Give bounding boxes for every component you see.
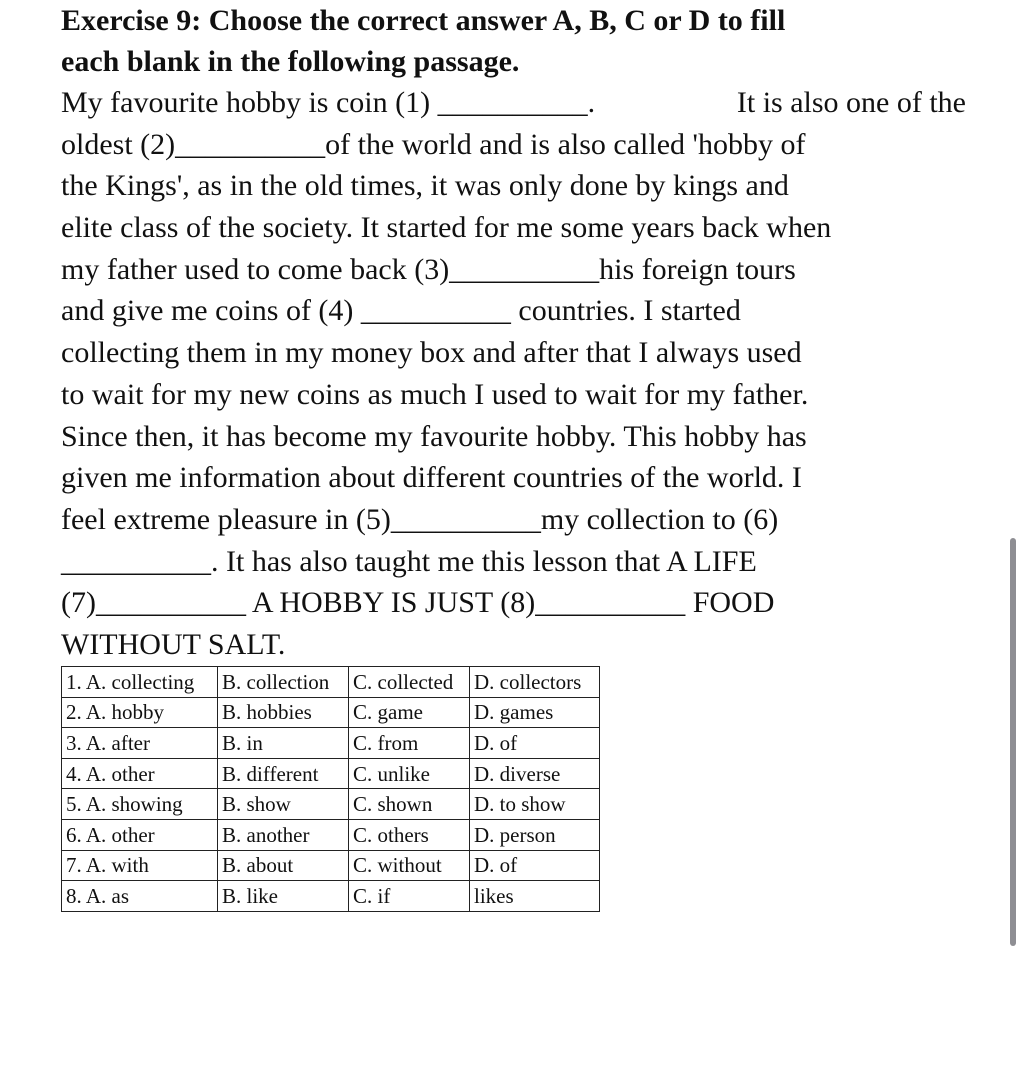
option-c-cell: C. unlike <box>349 758 470 789</box>
option-d-cell: D. games <box>470 697 600 728</box>
passage-line: __________. It has also taught me this lesson that A LIFE <box>61 544 757 578</box>
option-c-cell: C. collected <box>349 667 470 698</box>
vertical-scrollbar[interactable] <box>1010 538 1016 946</box>
option-a-cell: 8. A. as <box>62 881 218 912</box>
passage-line: Since then, it has become my favourite hobby. This hobby has <box>61 419 807 453</box>
title-line: Exercise 9: Choose the correct answer A, B, C or D to fill <box>61 4 786 37</box>
option-a-cell: 5. A. showing <box>62 789 218 820</box>
option-b-cell: B. in <box>218 728 349 759</box>
options-row <box>62 758 600 789</box>
option-c-cell: C. if <box>349 881 470 912</box>
passage-line: (7)__________ A HOBBY IS JUST (8)__________ FOOD <box>61 586 775 620</box>
options-row <box>62 850 600 881</box>
passage-line: the Kings', as in the old times, it was only done by kings and <box>61 169 789 203</box>
title-line: each blank in the following passage. <box>61 45 520 78</box>
passage-line: feel extreme pleasure in (5)__________my collection to (6) <box>61 502 779 536</box>
option-c-cell: C. shown <box>349 789 470 820</box>
passage-line-end: It is also one of the <box>736 86 966 119</box>
passage-line-start: My favourite hobby is coin (1) __________. <box>61 86 596 119</box>
passage-line <box>61 82 966 124</box>
option-c-cell: C. game <box>349 697 470 728</box>
option-b-cell: B. show <box>218 789 349 820</box>
option-b-cell: B. like <box>218 881 349 912</box>
passage-line: given me information about different countries of the world. I <box>61 461 802 495</box>
passage-line: collecting them in my money box and after that I always used <box>61 336 802 370</box>
option-b-cell: B. different <box>218 758 349 789</box>
passage-line: oldest (2)__________of the world and is also called 'hobby of <box>61 127 806 161</box>
option-a-cell: 7. A. with <box>62 850 218 881</box>
option-d-cell: likes <box>470 881 600 912</box>
option-d-cell: D. to show <box>470 789 600 820</box>
passage-line: to wait for my new coins as much I used to wait for my father. <box>61 377 809 411</box>
passage <box>61 82 966 666</box>
answer-options-table <box>61 666 600 912</box>
options-row <box>62 667 600 698</box>
passage-line: my father used to come back (3)__________his foreign tours <box>61 252 796 286</box>
options-row <box>62 881 600 912</box>
option-d-cell: D. diverse <box>470 758 600 789</box>
option-c-cell: C. others <box>349 819 470 850</box>
option-d-cell: D. of <box>470 728 600 759</box>
option-d-cell: D. collectors <box>470 667 600 698</box>
options-row <box>62 789 600 820</box>
option-b-cell: B. another <box>218 819 349 850</box>
option-a-cell: 2. A. hobby <box>62 697 218 728</box>
option-b-cell: B. about <box>218 850 349 881</box>
option-b-cell: B. collection <box>218 667 349 698</box>
option-a-cell: 3. A. after <box>62 728 218 759</box>
option-d-cell: D. person <box>470 819 600 850</box>
option-c-cell: C. without <box>349 850 470 881</box>
options-row <box>62 697 600 728</box>
options-row <box>62 728 600 759</box>
option-d-cell: D. of <box>470 850 600 881</box>
option-c-cell: C. from <box>349 728 470 759</box>
exercise-title <box>61 0 966 82</box>
passage-line: elite class of the society. It started for me some years back when <box>61 211 832 245</box>
passage-line: WITHOUT SALT. <box>61 627 286 661</box>
option-a-cell: 6. A. other <box>62 819 218 850</box>
passage-line: and give me coins of (4) __________ countries. I started <box>61 294 741 328</box>
options-row <box>62 819 600 850</box>
exercise-content <box>61 0 966 666</box>
answer-options-body <box>62 667 600 912</box>
option-b-cell: B. hobbies <box>218 697 349 728</box>
option-a-cell: 4. A. other <box>62 758 218 789</box>
option-a-cell: 1. A. collecting <box>62 667 218 698</box>
